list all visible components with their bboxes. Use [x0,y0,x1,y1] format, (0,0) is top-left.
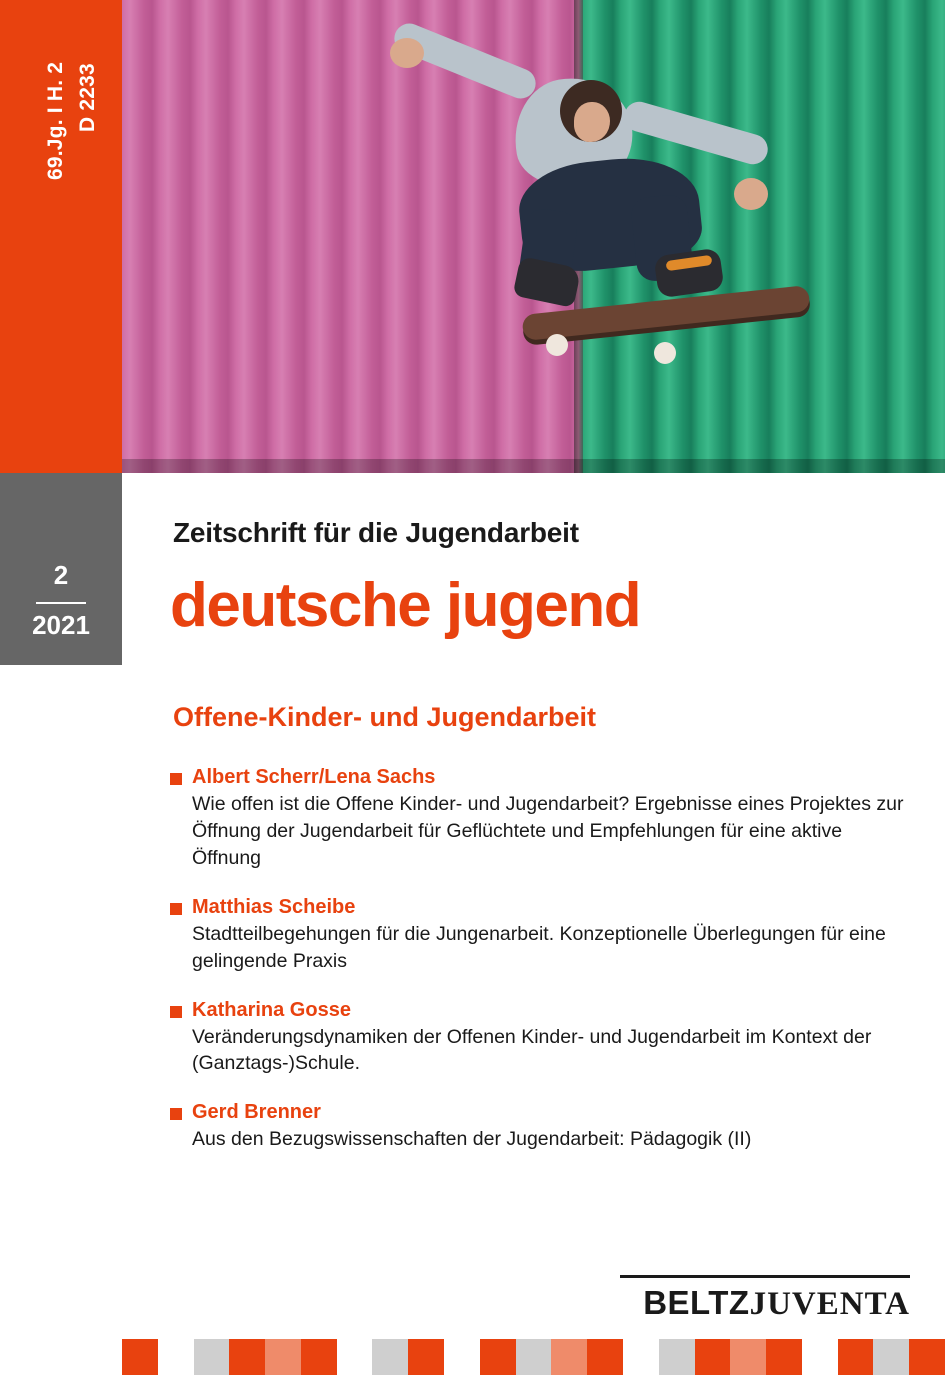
colorbar-segment [766,1339,802,1375]
bottom-colorbar [122,1339,945,1375]
colorbar-segment [301,1339,337,1375]
spine-issue-number: 2 [53,560,69,590]
magazine-subtitle: Zeitschrift für die Jugendarbeit [173,517,579,548]
colorbar-segment [838,1339,874,1375]
publisher-juventa: JUVENTA [749,1286,910,1322]
spine-year: 2021 [32,610,90,640]
article-author: Gerd Brenner [192,1101,321,1124]
colorbar-segment [587,1339,623,1375]
photo-ground-shadow [122,459,945,473]
colorbar-segment [408,1339,444,1375]
colorbar-segment [480,1339,516,1375]
colorbar-segment [909,1339,945,1375]
list-item [170,999,910,1078]
publisher-logo [620,1275,910,1323]
colorbar-segment [695,1339,731,1375]
square-bullet-icon [170,1006,182,1018]
cover-photo [122,0,945,473]
article-title: Wie offen ist die Offene Kinder- und Jugendarbeit? Ergebnisse eines Projektes zur Öffnung der Jugendarbeit für Geflüchtete und Empfehlungen für eine aktive Öffnung [192,793,904,869]
list-item [170,1101,910,1153]
colorbar-segment [265,1339,301,1375]
colorbar-segment [444,1339,480,1375]
colorbar-segment [229,1339,265,1375]
colorbar-segment [551,1339,587,1375]
list-item [170,896,910,975]
colorbar-segment [158,1339,194,1375]
issue-theme: Offene-Kinder- und Jugendarbeit [173,702,597,732]
skateboard-wheel-front [546,334,568,356]
publisher-beltz: BELTZ [643,1284,750,1321]
square-bullet-icon [170,903,182,915]
publisher-name [620,1284,910,1323]
article-title: Stadtteilbegehungen für die Jungenarbeit. Konzeptionelle Überlegungen für eine gelingende Praxis [192,922,886,972]
spine-orange-text-group [0,0,122,473]
colorbar-segment [623,1339,659,1375]
colorbar-segment [372,1339,408,1375]
article-author: Katharina Gosse [192,998,351,1021]
spine-orange-block [0,0,122,473]
colorbar-segment [802,1339,838,1375]
colorbar-segment [516,1339,552,1375]
square-bullet-icon [170,773,182,785]
article-author: Matthias Scheibe [192,895,356,918]
skateboard-wheel-rear [654,342,676,364]
article-author: Albert Scherr/Lena Sachs [192,766,436,788]
colorbar-segment [122,1339,158,1375]
publisher-rule [620,1275,910,1278]
article-title: Veränderungsdynamiken der Offenen Kinder- und Jugendarbeit im Kontext der (Ganztags-)Schule. [192,1025,872,1075]
colorbar-segment [337,1339,373,1375]
square-bullet-icon [170,1108,182,1120]
spine-code-text: D 2233 [76,63,99,132]
colorbar-segment [873,1339,909,1375]
spine-volume-text: 69.Jg. I H. 2 [44,61,67,180]
colorbar-segment [194,1339,230,1375]
colorbar-segment [730,1339,766,1375]
spine-divider-rule [36,602,86,604]
article-title: Aus den Bezugswissenschaften der Jugendarbeit: Pädagogik (II) [192,1128,752,1151]
contents-list [170,766,910,1177]
colorbar-segment [659,1339,695,1375]
list-item [170,766,910,872]
skater-left-hand [390,38,424,68]
skater-right-hand [734,178,768,210]
magazine-logo: deutsche jugend [170,571,641,640]
